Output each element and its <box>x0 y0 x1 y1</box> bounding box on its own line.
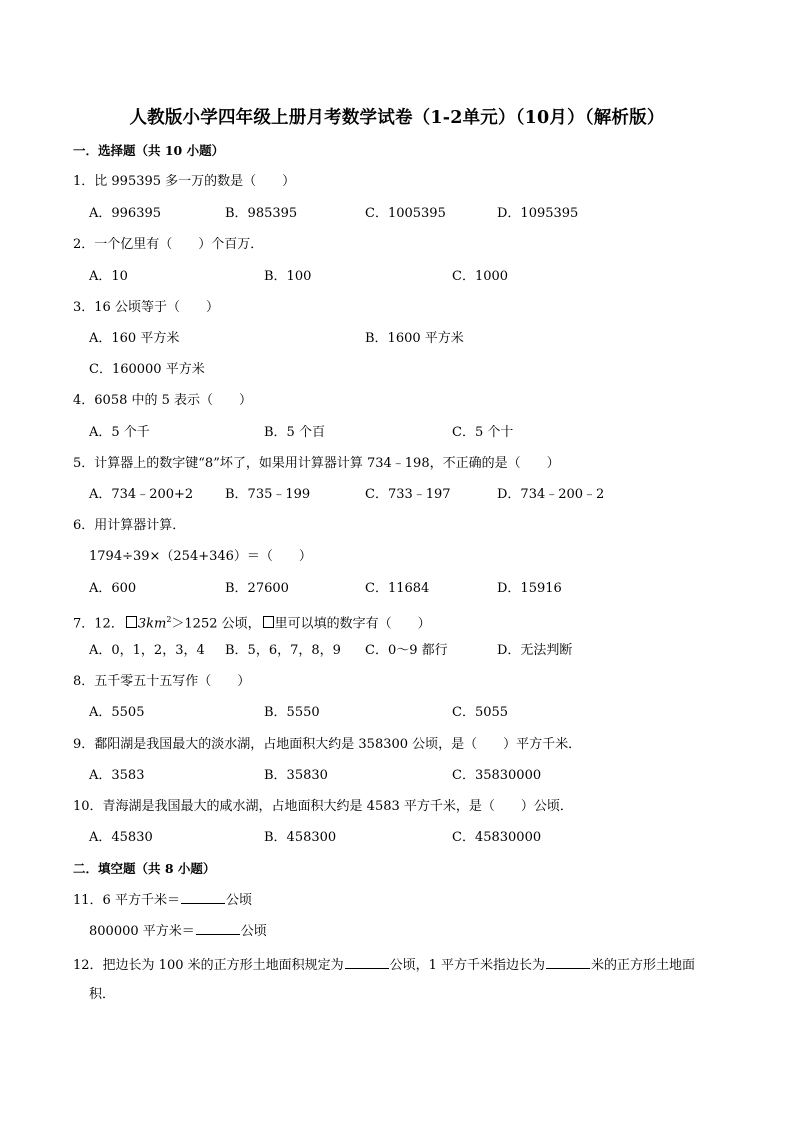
question-1-options <box>0 204 794 224</box>
answer-blank[interactable] <box>181 891 225 904</box>
option-d: D．无法判断 <box>497 643 573 658</box>
question-5-options <box>0 485 794 505</box>
question-4-stem: 4．6058 中的 5 表示（ ） <box>73 393 253 408</box>
option-b: B．1600 平方米 <box>365 331 464 346</box>
question-5-stem: 5．计算器上的数字键“8”坏了，如果用计算器计算 734﹣198，不正确的是（ ） <box>73 456 560 471</box>
question-11-a-text: 11．6 平方千米＝ <box>73 893 180 908</box>
option-b: B．5，6，7，8，9 <box>225 643 341 658</box>
option-d: D．15916 <box>497 581 562 596</box>
option-b: B．5550 <box>264 705 320 720</box>
section-heading-choice: 一．选择题（共 10 小题） <box>73 143 225 158</box>
unit-km: 3km <box>137 616 167 632</box>
option-a: A．10 <box>89 269 128 284</box>
question-7-number: 7．12． <box>73 616 124 632</box>
section-heading-fill: 二．填空题（共 8 小题） <box>73 861 216 876</box>
question-10-stem: 10．青海湖是我国最大的咸水湖，占地面积大约是 4583 平方千米，是（ ）公顷． <box>73 799 573 814</box>
question-7-compare: ＞1252 公顷， <box>171 616 261 632</box>
option-b: B．5 个百 <box>264 425 325 440</box>
unit-exponent: 2 <box>166 615 172 624</box>
answer-blank[interactable] <box>196 922 240 935</box>
question-11-b-text: 800000 平方米＝ <box>89 924 195 939</box>
question-11-line-1 <box>73 891 794 911</box>
answer-blank[interactable] <box>546 956 590 969</box>
page-title: 人教版小学四年级上册月考数学试卷（1-2单元）（10月）（解析版） <box>129 108 665 128</box>
question-12-text-2: 公顷，1 平方千米指边长为 <box>389 958 546 973</box>
question-1-stem: 1．比 995395 多一万的数是（ ） <box>73 174 296 189</box>
option-a: A．996395 <box>89 206 162 221</box>
question-7-options <box>0 641 794 661</box>
question-8-options <box>0 703 794 723</box>
option-c: C．11684 <box>365 581 430 596</box>
blank-box-icon <box>126 616 137 628</box>
question-12-line-2: 积． <box>89 987 116 1002</box>
option-a: A．45830 <box>89 830 153 845</box>
question-8-stem: 8．五千零五十五写作（ ） <box>73 674 251 689</box>
answer-blank[interactable] <box>345 956 389 969</box>
unit-label: 公顷 <box>240 924 267 939</box>
option-b: B．27600 <box>225 581 289 596</box>
option-c: C．5055 <box>452 705 509 720</box>
option-c: C．1005395 <box>365 206 446 221</box>
option-b: B．35830 <box>264 768 328 783</box>
question-3-options-row2 <box>0 360 794 380</box>
question-4-options <box>0 423 794 443</box>
option-b: B．735﹣199 <box>225 487 311 502</box>
question-12-text-1: 12．把边长为 100 米的正方形土地面积规定为 <box>73 958 344 973</box>
question-6-expression: 1794÷39×（254+346）＝（ ） <box>89 549 312 564</box>
question-6-stem: 6．用计算器计算． <box>73 518 186 533</box>
blank-box-icon <box>263 616 274 628</box>
question-3-stem: 3．16 公顷等于（ ） <box>73 300 219 315</box>
option-d: D．734﹣200﹣2 <box>497 487 605 502</box>
option-c: C．733﹣197 <box>365 487 451 502</box>
question-10-options <box>0 828 794 848</box>
option-b: B．458300 <box>264 830 337 845</box>
option-c: C．5 个十 <box>452 425 514 440</box>
option-c: C．45830000 <box>452 830 542 845</box>
option-a: A．600 <box>89 581 137 596</box>
option-c: C．0～9 都行 <box>365 643 448 658</box>
question-3-options <box>0 329 794 349</box>
unit-label: 公顷 <box>225 893 252 908</box>
option-a: A．0，1，2，3，4 <box>89 643 205 658</box>
question-9-stem: 9．鄱阳湖是我国最大的淡水湖，占地面积大约是 358300 公顷，是（ ）平方千米． <box>73 737 582 752</box>
option-a: A．734﹣200+2 <box>89 487 194 502</box>
option-b: B．100 <box>264 269 312 284</box>
option-c: C．160000 平方米 <box>89 362 205 377</box>
option-b: B．985395 <box>225 206 298 221</box>
question-7-stem <box>73 610 794 630</box>
question-12-line-1 <box>73 956 794 976</box>
option-a: A．3583 <box>89 768 145 783</box>
option-a: A．160 平方米 <box>89 331 180 346</box>
question-2-options <box>0 267 794 287</box>
option-c: C．1000 <box>452 269 509 284</box>
question-9-options <box>0 766 794 786</box>
option-a: A．5 个千 <box>89 425 150 440</box>
question-2-stem: 2．一个亿里有（ ）个百万． <box>73 237 264 252</box>
option-c: C．35830000 <box>452 768 542 783</box>
option-a: A．5505 <box>89 705 145 720</box>
question-11-line-2 <box>89 922 794 942</box>
question-12-text-3: 米的正方形土地面 <box>591 958 696 973</box>
question-7-rest: 里可以填的数字有（ ） <box>274 616 431 632</box>
question-6-options <box>0 579 794 599</box>
option-d: D．1095395 <box>497 206 579 221</box>
